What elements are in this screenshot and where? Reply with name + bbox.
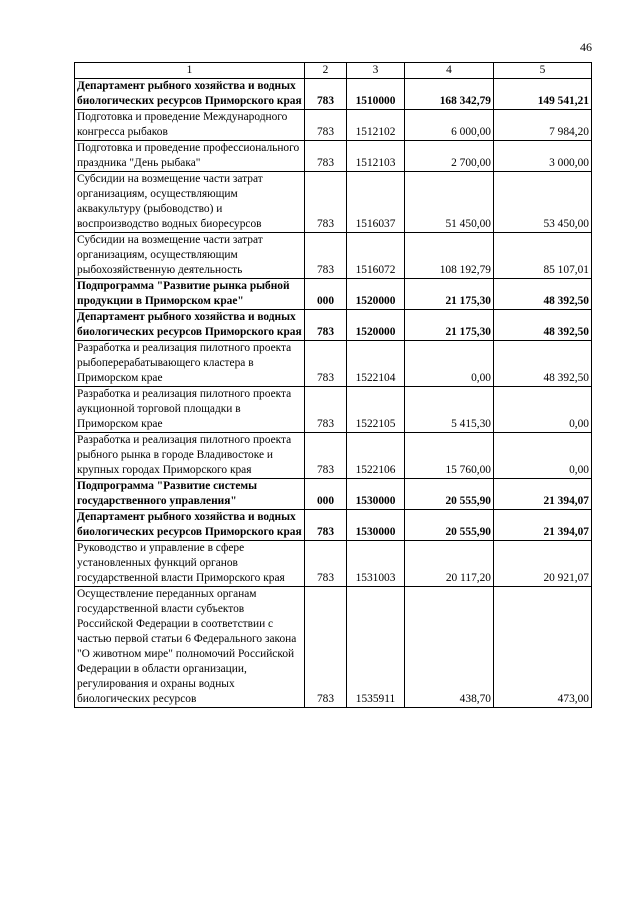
budget-table [74, 62, 592, 708]
column-header: 1 [75, 63, 305, 79]
page-number: 46 [580, 40, 592, 54]
table-header-row [75, 63, 592, 79]
row-value-2014-cell: 5 415,30 [405, 387, 494, 433]
table-row [75, 141, 592, 172]
table-row [75, 510, 592, 541]
row-code-cell: 783 [305, 233, 347, 279]
row-code-cell: 783 [305, 387, 347, 433]
row-name-cell: Субсидии на возмещение части затрат организациям, осуществляющим аквакультуру (рыбоводство) и воспроизводство водных биоресурсов [75, 172, 305, 233]
row-csr-cell: 1520000 [347, 310, 405, 341]
row-value-2014-cell: 2 700,00 [405, 141, 494, 172]
row-value-2015-cell: 0,00 [494, 387, 592, 433]
row-csr-cell: 1510000 [347, 79, 405, 110]
row-name-cell: Разработка и реализация пилотного проекта рыбоперерабатывающего кластера в Приморском крае [75, 341, 305, 387]
row-csr-cell: 1512103 [347, 141, 405, 172]
row-value-2015-cell: 21 394,07 [494, 510, 592, 541]
row-csr-cell: 1522106 [347, 433, 405, 479]
row-code-cell: 783 [305, 141, 347, 172]
row-name-cell: Субсидии на возмещение части затрат организациям, осуществляющим рыбохозяйственную деятельность [75, 233, 305, 279]
row-value-2014-cell: 0,00 [405, 341, 494, 387]
row-name-cell: Подпрограмма "Развитие системы государственного управления" [75, 479, 305, 510]
row-code-cell: 000 [305, 279, 347, 310]
row-value-2015-cell: 3 000,00 [494, 141, 592, 172]
table-row [75, 433, 592, 479]
row-code-cell: 783 [305, 541, 347, 587]
row-code-cell: 783 [305, 341, 347, 387]
table-row [75, 172, 592, 233]
row-value-2015-cell: 48 392,50 [494, 341, 592, 387]
row-value-2014-cell: 6 000,00 [405, 110, 494, 141]
row-name-cell: Подпрограмма "Развитие рынка рыбной продукции в Приморском крае" [75, 279, 305, 310]
row-value-2015-cell: 48 392,50 [494, 279, 592, 310]
row-value-2014-cell: 21 175,30 [405, 310, 494, 341]
row-csr-cell: 1530000 [347, 479, 405, 510]
row-name-cell: Подготовка и проведение профессионального праздника "День рыбака" [75, 141, 305, 172]
row-value-2015-cell: 473,00 [494, 587, 592, 708]
table-row [75, 110, 592, 141]
row-csr-cell: 1530000 [347, 510, 405, 541]
row-csr-cell: 1516072 [347, 233, 405, 279]
row-value-2014-cell: 15 760,00 [405, 433, 494, 479]
table-row [75, 310, 592, 341]
column-header: 3 [347, 63, 405, 79]
table-row [75, 233, 592, 279]
table-row [75, 279, 592, 310]
row-value-2014-cell: 168 342,79 [405, 79, 494, 110]
row-name-cell: Руководство и управление в сфере установленных функций органов государственной власти Приморского края [75, 541, 305, 587]
row-csr-cell: 1520000 [347, 279, 405, 310]
row-value-2015-cell: 149 541,21 [494, 79, 592, 110]
row-code-cell: 783 [305, 110, 347, 141]
row-value-2015-cell: 53 450,00 [494, 172, 592, 233]
row-code-cell: 783 [305, 510, 347, 541]
row-value-2015-cell: 21 394,07 [494, 479, 592, 510]
row-name-cell: Департамент рыбного хозяйства и водных биологических ресурсов Приморского края [75, 79, 305, 110]
table-row [75, 387, 592, 433]
row-name-cell: Осуществление переданных органам государственной власти субъектов Российской Федерации в соответствии с частью первой статьи 6 Федерального закона "О животном мире" полномочий Российской Федерации в области организации, регулирования и охраны водных биологических ресурсов [75, 587, 305, 708]
row-value-2015-cell: 0,00 [494, 433, 592, 479]
row-value-2015-cell: 20 921,07 [494, 541, 592, 587]
table-row [75, 341, 592, 387]
row-value-2014-cell: 21 175,30 [405, 279, 494, 310]
row-csr-cell: 1516037 [347, 172, 405, 233]
row-value-2015-cell: 48 392,50 [494, 310, 592, 341]
row-csr-cell: 1531003 [347, 541, 405, 587]
row-code-cell: 783 [305, 310, 347, 341]
column-header: 2 [305, 63, 347, 79]
table-row [75, 479, 592, 510]
row-code-cell: 783 [305, 433, 347, 479]
row-code-cell: 783 [305, 79, 347, 110]
row-code-cell: 783 [305, 587, 347, 708]
row-name-cell: Разработка и реализация пилотного проекта рыбного рынка в городе Владивостоке и крупных городах Приморского края [75, 433, 305, 479]
row-csr-cell: 1512102 [347, 110, 405, 141]
column-header: 4 [405, 63, 494, 79]
table-row [75, 79, 592, 110]
table-body [75, 79, 592, 708]
row-name-cell: Департамент рыбного хозяйства и водных биологических ресурсов Приморского края [75, 310, 305, 341]
row-value-2014-cell: 20 117,20 [405, 541, 494, 587]
table-row [75, 587, 592, 708]
row-value-2014-cell: 438,70 [405, 587, 494, 708]
row-csr-cell: 1522105 [347, 387, 405, 433]
row-name-cell: Подготовка и проведение Международного конгресса рыбаков [75, 110, 305, 141]
row-value-2015-cell: 7 984,20 [494, 110, 592, 141]
row-csr-cell: 1522104 [347, 341, 405, 387]
row-code-cell: 000 [305, 479, 347, 510]
row-value-2014-cell: 20 555,90 [405, 510, 494, 541]
row-value-2014-cell: 20 555,90 [405, 479, 494, 510]
column-header: 5 [494, 63, 592, 79]
row-code-cell: 783 [305, 172, 347, 233]
row-value-2014-cell: 51 450,00 [405, 172, 494, 233]
row-name-cell: Департамент рыбного хозяйства и водных биологических ресурсов Приморского края [75, 510, 305, 541]
row-name-cell: Разработка и реализация пилотного проекта аукционной торговой площадки в Приморском крае [75, 387, 305, 433]
row-csr-cell: 1535911 [347, 587, 405, 708]
row-value-2015-cell: 85 107,01 [494, 233, 592, 279]
table-row [75, 541, 592, 587]
row-value-2014-cell: 108 192,79 [405, 233, 494, 279]
